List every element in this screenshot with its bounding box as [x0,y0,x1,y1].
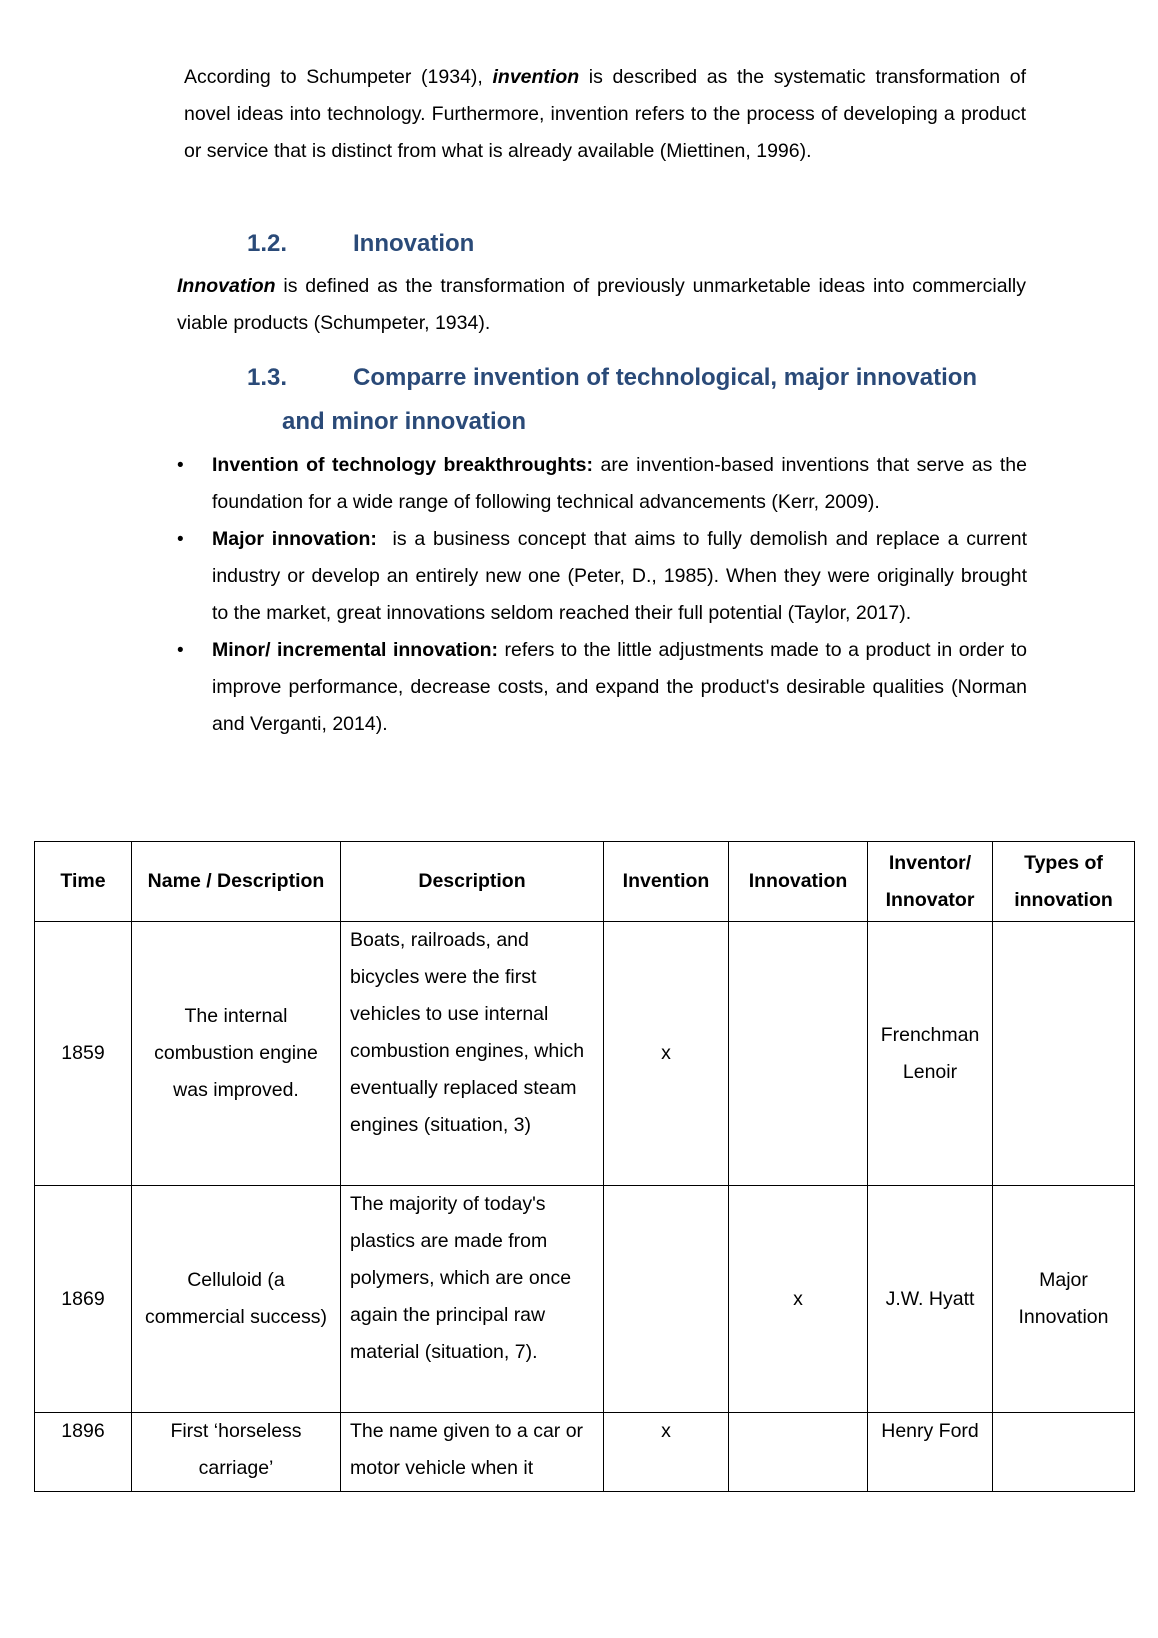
innovation-paragraph [177,268,1026,342]
bullet-text: is a business concept that aims to fully demolish and replace a current industry or develop an entirely new one (Peter, D., 1985). When they were originally brought to the market, great innovations seldom reached their full potential (Taylor, 2017). [212,528,1033,624]
cell-innovation [729,1413,868,1492]
cell-inventor: J.W. Hyatt [868,1186,993,1413]
intro-text-pre: According to Schumpeter (1934), [184,66,493,88]
table-row [35,1413,1135,1492]
header-innovation: Innovation [729,842,868,922]
cell-type [993,1413,1135,1492]
cell-name: The internal combustion engine was improved. [132,922,341,1186]
table-row [35,1186,1135,1413]
cell-time: 1896 [35,1413,132,1492]
list-item [177,521,1033,632]
cell-type [993,922,1135,1186]
cell-invention: x [604,922,729,1186]
table-header-row [35,842,1135,922]
innovation-timeline-table [34,841,1135,1492]
bullet-text: are invention-based inventions that serve as the foundation for a wide range of following technical advancements (Kerr, 2009). [212,454,1027,513]
cell-type: Major Innovation [993,1186,1135,1413]
cell-name: First ‘horseless carriage’ [132,1413,341,1492]
cell-description: The majority of today's plastics are made from polymers, which are once again the principal raw material (situation, 7). [341,1186,604,1413]
cell-inventor: Frenchman Lenoir [868,922,993,1186]
heading-1-3-line2: and minor innovation [282,408,526,435]
cell-innovation: x [729,1186,868,1413]
bullet-text: refers to the little adjustments made to a product in order to improve performance, decrease costs, and expand the product's desirable qualities (Norman and Verganti, 2014). [212,639,1027,735]
innovation-term: Innovation [177,275,276,297]
heading-1-3-number: 1.3. [247,364,288,391]
heading-1-2-number: 1.2. [247,230,288,257]
innovation-types-list [177,447,1033,743]
heading-1-2 [247,222,474,266]
header-inventor-innovator: Inventor/ Innovator [868,842,993,922]
header-invention: Invention [604,842,729,922]
heading-1-2-title: Innovation [353,230,475,257]
heading-1-3-line1 [247,356,1027,400]
bullet-term: Minor/ incremental innovation: [212,639,499,661]
cell-time: 1869 [35,1186,132,1413]
header-time: Time [35,842,132,922]
heading-1-3 [247,356,1027,444]
bullet-marker: • [177,529,184,550]
intro-text-post: is described as the systematic transformation of novel ideas into technology. Furthermore, invention refers to the process of developing a product or service that is distinct from what is already available (Miettinen, 1996). [184,66,1026,162]
heading-1-3-title-line1: Comparre invention of technological, major innovation [353,364,978,391]
cell-time: 1859 [35,922,132,1186]
header-name-description: Name / Description [132,842,341,922]
bullet-term: Major innovation: [212,528,377,550]
intro-term: invention [492,66,580,88]
cell-name: Celluloid (a commercial success) [132,1186,341,1413]
cell-invention [604,1186,729,1413]
innovation-text: is defined as the transformation of previously unmarketable ideas into commercially viable products (Schumpeter, 1934). [177,275,1026,334]
bullet-marker: • [177,455,184,476]
cell-innovation [729,922,868,1186]
list-item [177,447,1027,521]
table-row [35,922,1135,1186]
header-description: Description [341,842,604,922]
list-item [177,632,1027,743]
bullet-marker: • [177,640,184,661]
header-types-of-innovation: Types of innovation [993,842,1135,922]
cell-description: The name given to a car or motor vehicle when it [341,1413,604,1492]
cell-invention: x [604,1413,729,1492]
bullet-term: Invention of technology breakthroughts: [212,454,594,476]
intro-paragraph [184,59,1026,170]
cell-description: Boats, railroads, and bicycles were the first vehicles to use internal combustion engines, which eventually replaced steam engines (situation, 3) [341,922,604,1186]
cell-inventor: Henry Ford [868,1413,993,1492]
